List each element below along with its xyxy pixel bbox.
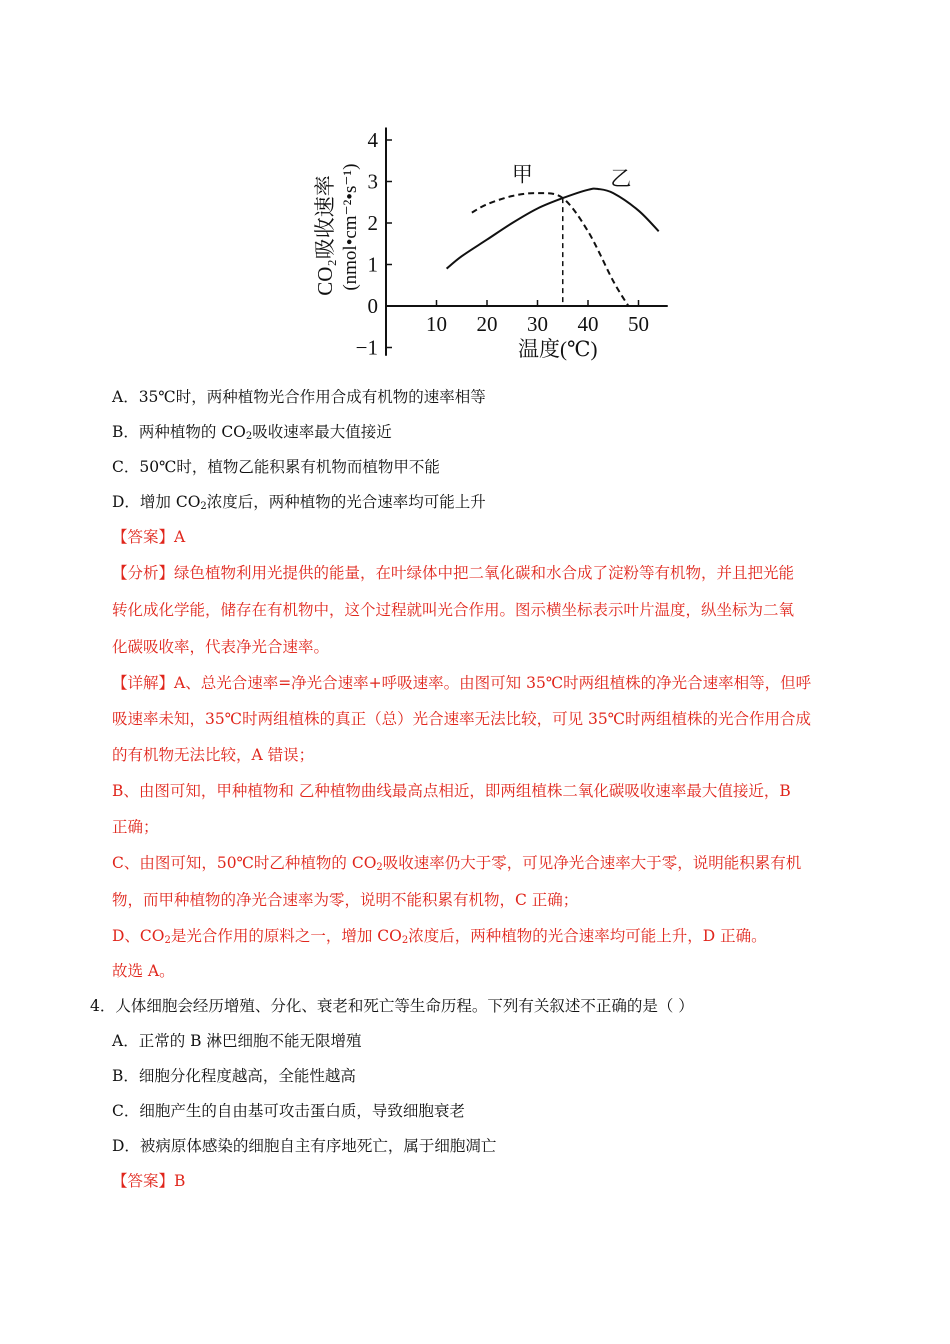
y-tick-label: 3 [367, 169, 378, 194]
chart-svg [300, 120, 670, 370]
x-tick-label: 30 [527, 312, 548, 336]
q3-detail-d: D、$CO_2$是光合作用的原料之一，增加 $CO_2$浓度后，两种植物的光合速率均可能上升，D 正确。 [112, 927, 767, 946]
q4-option-d: D．被病原体感染的细胞自主有序地死亡，属于细胞凋亡 [112, 1137, 497, 1155]
q3-analysis-line2: 转化成化学能，储存在有机物中，这个过程就叫光合作用。图示横坐标表示叶片温度，纵坐标为二氧 [112, 601, 795, 619]
x-tick-label: 50 [628, 312, 649, 336]
series-line-甲 [472, 193, 629, 306]
x-axis-label: 温度(℃) [517, 337, 598, 361]
series-label-jia: 甲 [511, 162, 533, 187]
q4-option-a: A．正常的 B 淋巴细胞不能无限增殖 [112, 1032, 362, 1050]
y-tick-label: 4 [367, 128, 378, 152]
y-tick-label: 1 [367, 252, 378, 277]
q3-detail-c-line2: 物，而甲种植物的净光合速率为零，说明不能积累有机物，C 正确； [112, 891, 579, 909]
q3-answer: 【答案】A [112, 528, 186, 546]
q4-answer: 【答案】B [112, 1172, 186, 1190]
x-tick-label: 20 [476, 312, 498, 336]
y-axis-label-main: CO₂吸收速率 [313, 175, 337, 296]
chart-ticks [356, 128, 649, 360]
q3-detail-c-line1: C、由图可知，50℃时乙种植物的 $CO_2$吸收速率仍大于零，可见净光合速率大于零，说明能积累有机 [112, 854, 802, 873]
y-tick-label: 0 [367, 294, 378, 318]
q3-detail-line2: 吸速率未知，35℃时两组植株的真正（总）光合速率无法比较，可见 35℃时两组植株的光合作用合成 [112, 710, 812, 728]
series-line-乙 [447, 189, 659, 269]
y-tick-label: 2 [367, 211, 378, 235]
q3-option-a: A．35℃时，两种植物光合作用合成有机物的速率相等 [112, 388, 486, 406]
q3-conclusion: 故选 A。 [112, 962, 175, 980]
q3-option-b: B．两种植物的 $CO_2$吸收速率最大值接近 [112, 423, 392, 442]
q3-option-d: D．增加 $CO_2$浓度后，两种植物的光合速率均可能上升 [112, 493, 486, 512]
co2-temperature-chart [300, 120, 670, 370]
q4-option-c: C．细胞产生的自由基可攻击蛋白质，导致细胞衰老 [112, 1102, 465, 1120]
q3-detail-line1: 【详解】A、总光合速率=净光合速率+呼吸速率。由图可知 35℃时两组植株的净光合速率相等，但呼 [112, 674, 812, 692]
q3-analysis-line1: 【分析】绿色植物利用光提供的能量，在叶绿体中把二氧化碳和水合成了淀粉等有机物，并且把光能 [112, 564, 795, 582]
x-tick-label: 10 [426, 312, 447, 336]
q3-detail-b-line2: 正确； [112, 818, 159, 836]
y-axis-label-unit: (nmol•cm⁻²•s⁻¹) [340, 163, 361, 291]
y-tick-label: −1 [355, 335, 378, 360]
q3-option-c: C．50℃时，植物乙能积累有机物而植物甲不能 [112, 458, 440, 476]
x-tick-label: 40 [577, 312, 599, 336]
chart-series [447, 189, 659, 306]
q4-stem: 4．人体细胞会经历增殖、分化、衰老和死亡等生命历程。下列有关叙述不正确的是（ ） [90, 997, 694, 1015]
q4-option-b: B．细胞分化程度越高，全能性越高 [112, 1067, 356, 1085]
q3-detail-line3: 的有机物无法比较，A 错误； [112, 746, 315, 764]
q3-analysis-line3: 化碳吸收率，代表净光合速率。 [112, 638, 330, 656]
series-label-yi: 乙 [610, 166, 632, 191]
q3-detail-b-line1: B、由图可知，甲种植物和 乙种植物曲线最高点相近，即两组植株二氧化碳吸收速率最大值接近，B [112, 782, 791, 800]
